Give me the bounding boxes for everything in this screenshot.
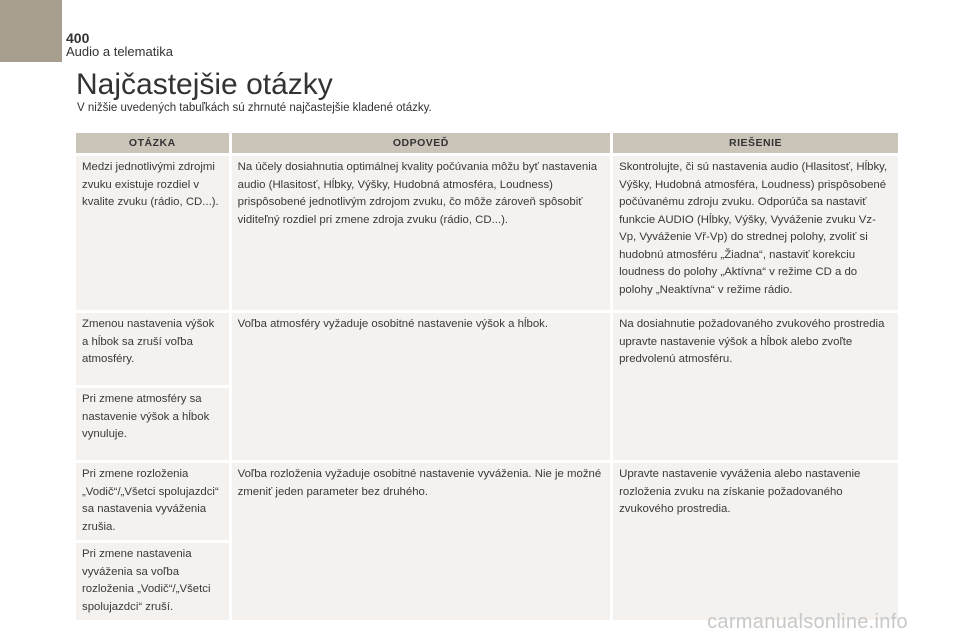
question-cell: Pri zmene rozloženia „Vodič“/„Všetci spolujazdci“ sa nastavenia vyváženia zrušia. (76, 463, 229, 540)
table-row (76, 156, 898, 310)
question-cell: Pri zmene atmosféry sa nastavenie výšok a hĺbok vynuluje. (76, 388, 229, 460)
table-row (76, 463, 898, 540)
answer-cell: Voľba rozloženia vyžaduje osobitné nastavenie vyváženia. Nie je možné zmeniť jeden parameter bez druhého. (232, 463, 610, 620)
header-answer: ODPOVEĎ (232, 133, 610, 153)
solution-cell: Na dosiahnutie požadovaného zvukového prostredia upravte nastavenie výšok a hĺbok alebo zvoľte predvolenú atmosféru. (613, 313, 898, 460)
page-intro: V nižšie uvedených tabuľkách sú zhrnuté najčastejšie kladené otázky. (77, 102, 432, 114)
watermark: carmanualsonline.info (707, 611, 908, 633)
solution-cell: Skontrolujte, či sú nastavenia audio (Hlasitosť, Hĺbky, Výšky, Hudobná atmosféra, Loudness) prispôsobené počúvanému zdroju zvuku. Odporúča sa nastaviť funkcie AUDIO (Hĺbky, Výšky, Vyváženie zvuku Vz-Vp, Vyváženie Vř-Vp) do strednej polohy, zvoliť si hudobnú atmosféru „Žiadna“, nastaviť korekciu loudness do polohy „Aktívna“ v režime CD a do polohy „Neaktívna“ v režime rádio. (613, 156, 898, 310)
header-question: OTÁZKA (76, 133, 229, 153)
question-cell: Zmenou nastavenia výšok a hĺbok sa zruší voľba atmosféry. (76, 313, 229, 385)
table-row (76, 313, 898, 385)
question-cell: Pri zmene nastavenia vyváženia sa voľba rozloženia „Vodič“/„Všetci spolujazdci“ zruší. (76, 543, 229, 620)
solution-cell: Upravte nastavenie vyváženia alebo nastavenie rozloženia zvuku na získanie požadovaného zvukového prostredia. (613, 463, 898, 620)
question-cell: Medzi jednotlivými zdrojmi zvuku existuje rozdiel v kvalite zvuku (rádio, CD...). (76, 156, 229, 310)
answer-cell: Voľba atmosféry vyžaduje osobitné nastavenie výšok a hĺbok. (232, 313, 610, 460)
table-header-row (76, 133, 898, 153)
corner-tab (0, 0, 62, 62)
faq-table (73, 130, 901, 623)
page-title: Najčastejšie otázky (76, 68, 333, 101)
section-label: Audio a telematika (66, 44, 173, 59)
page-number: 400 (66, 30, 90, 46)
header-solution: RIEŠENIE (613, 133, 898, 153)
answer-cell: Na účely dosiahnutia optimálnej kvality počúvania môžu byť nastavenia audio (Hlasitosť, Hĺbky, Výšky, Hudobná atmosféra, Loudness) prispôsobené jednotlivým zdrojom zvuku, čo môže zároveň spôsobiť viditeľný rozdiel pri zmene zdroja zvuku (rádio, CD...). (232, 156, 610, 310)
